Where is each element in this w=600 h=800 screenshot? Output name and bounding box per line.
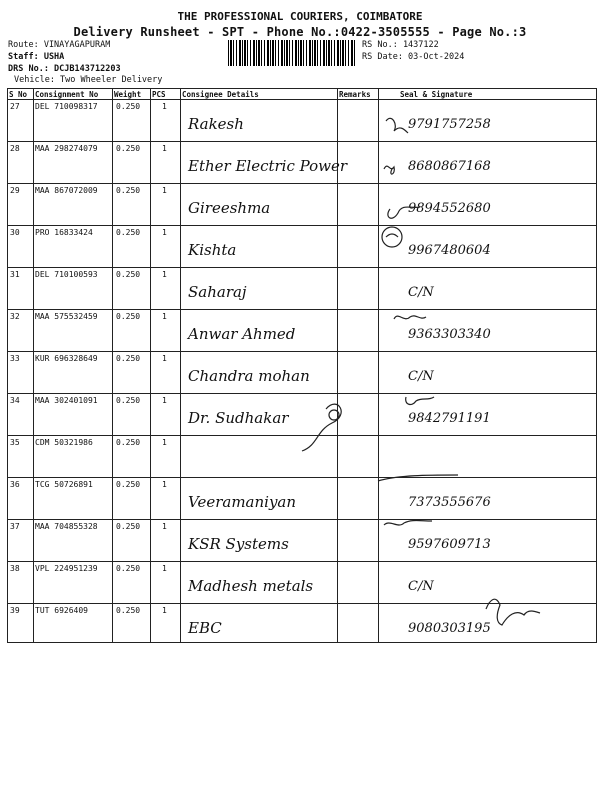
company-title: THE PROFESSIONAL COURIERS, COIMBATORE bbox=[177, 10, 423, 23]
row-consignment-no: DEL 710098317 bbox=[35, 102, 98, 111]
rs-date: RS Date: 03-Oct-2024 bbox=[362, 52, 465, 62]
row-consignee-handwritten: Dr. Sudhakar bbox=[188, 409, 289, 427]
row-seal-handwritten: 7373555676 bbox=[408, 495, 491, 510]
row-pcs: 1 bbox=[162, 396, 167, 405]
row-consignment-no: MAA 575532459 bbox=[35, 312, 98, 321]
staff-label: Staff: USHA bbox=[8, 52, 65, 62]
row-consignee-handwritten: Chandra mohan bbox=[188, 367, 310, 385]
column-header-weight: Weight bbox=[114, 90, 142, 99]
row-pcs: 1 bbox=[162, 438, 167, 447]
row-pcs: 1 bbox=[162, 522, 167, 531]
row-sno: 30 bbox=[10, 228, 20, 237]
row-seal-handwritten: C/N bbox=[408, 579, 434, 594]
row-consignee-handwritten: Kishta bbox=[188, 241, 237, 259]
row-pcs: 1 bbox=[162, 354, 167, 363]
row-weight: 0.250 bbox=[116, 102, 141, 111]
column-header-remarks: Remarks bbox=[339, 90, 371, 99]
row-weight: 0.250 bbox=[116, 354, 141, 363]
row-pcs: 1 bbox=[162, 270, 167, 279]
row-sno: 34 bbox=[10, 396, 20, 405]
row-sno: 28 bbox=[10, 144, 20, 153]
row-seal-handwritten: 9791757258 bbox=[408, 117, 491, 132]
row-pcs: 1 bbox=[162, 480, 167, 489]
row-consignee-handwritten: Rakesh bbox=[188, 115, 244, 133]
row-consignment-no: CDM 50321986 bbox=[35, 438, 93, 447]
row-consignment-no: MAA 867072009 bbox=[35, 186, 98, 195]
row-weight: 0.250 bbox=[116, 270, 141, 279]
row-pcs: 1 bbox=[162, 606, 167, 615]
row-consignee-handwritten: Ether Electric Power bbox=[188, 157, 348, 175]
row-seal-handwritten: 9842791191 bbox=[408, 411, 491, 426]
column-header-seal-signature: Seal & Signature bbox=[400, 90, 473, 99]
row-weight: 0.250 bbox=[116, 606, 141, 615]
runsheet-heading: Delivery Runsheet - SPT - Phone No.:0422-3505555 - Page No.:3 bbox=[73, 25, 527, 39]
row-weight: 0.250 bbox=[116, 522, 141, 531]
row-consignee-handwritten: KSR Systems bbox=[188, 535, 289, 553]
row-pcs: 1 bbox=[162, 564, 167, 573]
row-consignment-no: MAA 298274079 bbox=[35, 144, 98, 153]
runsheet-table bbox=[7, 88, 597, 643]
row-pcs: 1 bbox=[162, 228, 167, 237]
column-header-consignment: Consignment No bbox=[35, 90, 99, 99]
row-weight: 0.250 bbox=[116, 438, 141, 447]
row-consignment-no: PRO 16833424 bbox=[35, 228, 93, 237]
row-pcs: 1 bbox=[162, 102, 167, 111]
row-seal-handwritten: 9894552680 bbox=[408, 201, 491, 216]
row-consignee-handwritten: Madhesh metals bbox=[188, 577, 314, 595]
row-consignment-no: DEL 710100593 bbox=[35, 270, 98, 279]
signature-scribbles bbox=[8, 89, 596, 642]
row-sno: 31 bbox=[10, 270, 20, 279]
rs-number: RS No.: 1437122 bbox=[362, 40, 439, 50]
row-sno: 32 bbox=[10, 312, 20, 321]
row-pcs: 1 bbox=[162, 144, 167, 153]
column-header-sno: S No bbox=[9, 90, 28, 99]
row-seal-handwritten: 9080303195 bbox=[408, 621, 491, 636]
drs-number: DRS No.: DCJB143712203 bbox=[8, 64, 121, 74]
row-seal-handwritten: 9967480604 bbox=[408, 243, 491, 258]
row-consignee-handwritten: Saharaj bbox=[188, 283, 247, 301]
row-sno: 29 bbox=[10, 186, 20, 195]
row-consignee-handwritten: Anwar Ahmed bbox=[188, 325, 296, 343]
barcode bbox=[228, 40, 356, 66]
route-label: Route: VINAYAGAPURAM bbox=[8, 40, 111, 50]
row-sno: 37 bbox=[10, 522, 20, 531]
vehicle-label: Vehicle: Two Wheeler Delivery bbox=[14, 75, 163, 85]
row-seal-handwritten: 9363303340 bbox=[408, 327, 491, 342]
row-sno: 36 bbox=[10, 480, 20, 489]
row-weight: 0.250 bbox=[116, 228, 141, 237]
row-consignment-no: TUT 6926409 bbox=[35, 606, 88, 615]
row-pcs: 1 bbox=[162, 186, 167, 195]
row-sno: 35 bbox=[10, 438, 20, 447]
column-header-consignee: Consignee Details bbox=[182, 90, 259, 99]
row-sno: 39 bbox=[10, 606, 20, 615]
row-consignment-no: KUR 696328649 bbox=[35, 354, 98, 363]
row-consignee-handwritten: Veeramaniyan bbox=[188, 493, 297, 511]
row-consignment-no: MAA 302401091 bbox=[35, 396, 98, 405]
row-weight: 0.250 bbox=[116, 186, 141, 195]
row-seal-handwritten: C/N bbox=[408, 285, 434, 300]
row-seal-handwritten: 9597609713 bbox=[408, 537, 491, 552]
row-consignment-no: MAA 704855328 bbox=[35, 522, 98, 531]
row-weight: 0.250 bbox=[116, 564, 141, 573]
row-weight: 0.250 bbox=[116, 312, 141, 321]
row-consignment-no: VPL 224951239 bbox=[35, 564, 98, 573]
row-sno: 27 bbox=[10, 102, 20, 111]
row-seal-handwritten: 8680867168 bbox=[408, 159, 491, 174]
row-sno: 38 bbox=[10, 564, 20, 573]
row-consignment-no: TCG 50726891 bbox=[35, 480, 93, 489]
row-pcs: 1 bbox=[162, 312, 167, 321]
column-header-pcs: PCS bbox=[152, 90, 166, 99]
row-weight: 0.250 bbox=[116, 396, 141, 405]
row-consignee-handwritten: Gireeshma bbox=[188, 199, 271, 217]
row-sno: 33 bbox=[10, 354, 20, 363]
row-weight: 0.250 bbox=[116, 144, 141, 153]
row-consignee-handwritten: EBC bbox=[188, 619, 222, 637]
row-seal-handwritten: C/N bbox=[408, 369, 434, 384]
row-weight: 0.250 bbox=[116, 480, 141, 489]
